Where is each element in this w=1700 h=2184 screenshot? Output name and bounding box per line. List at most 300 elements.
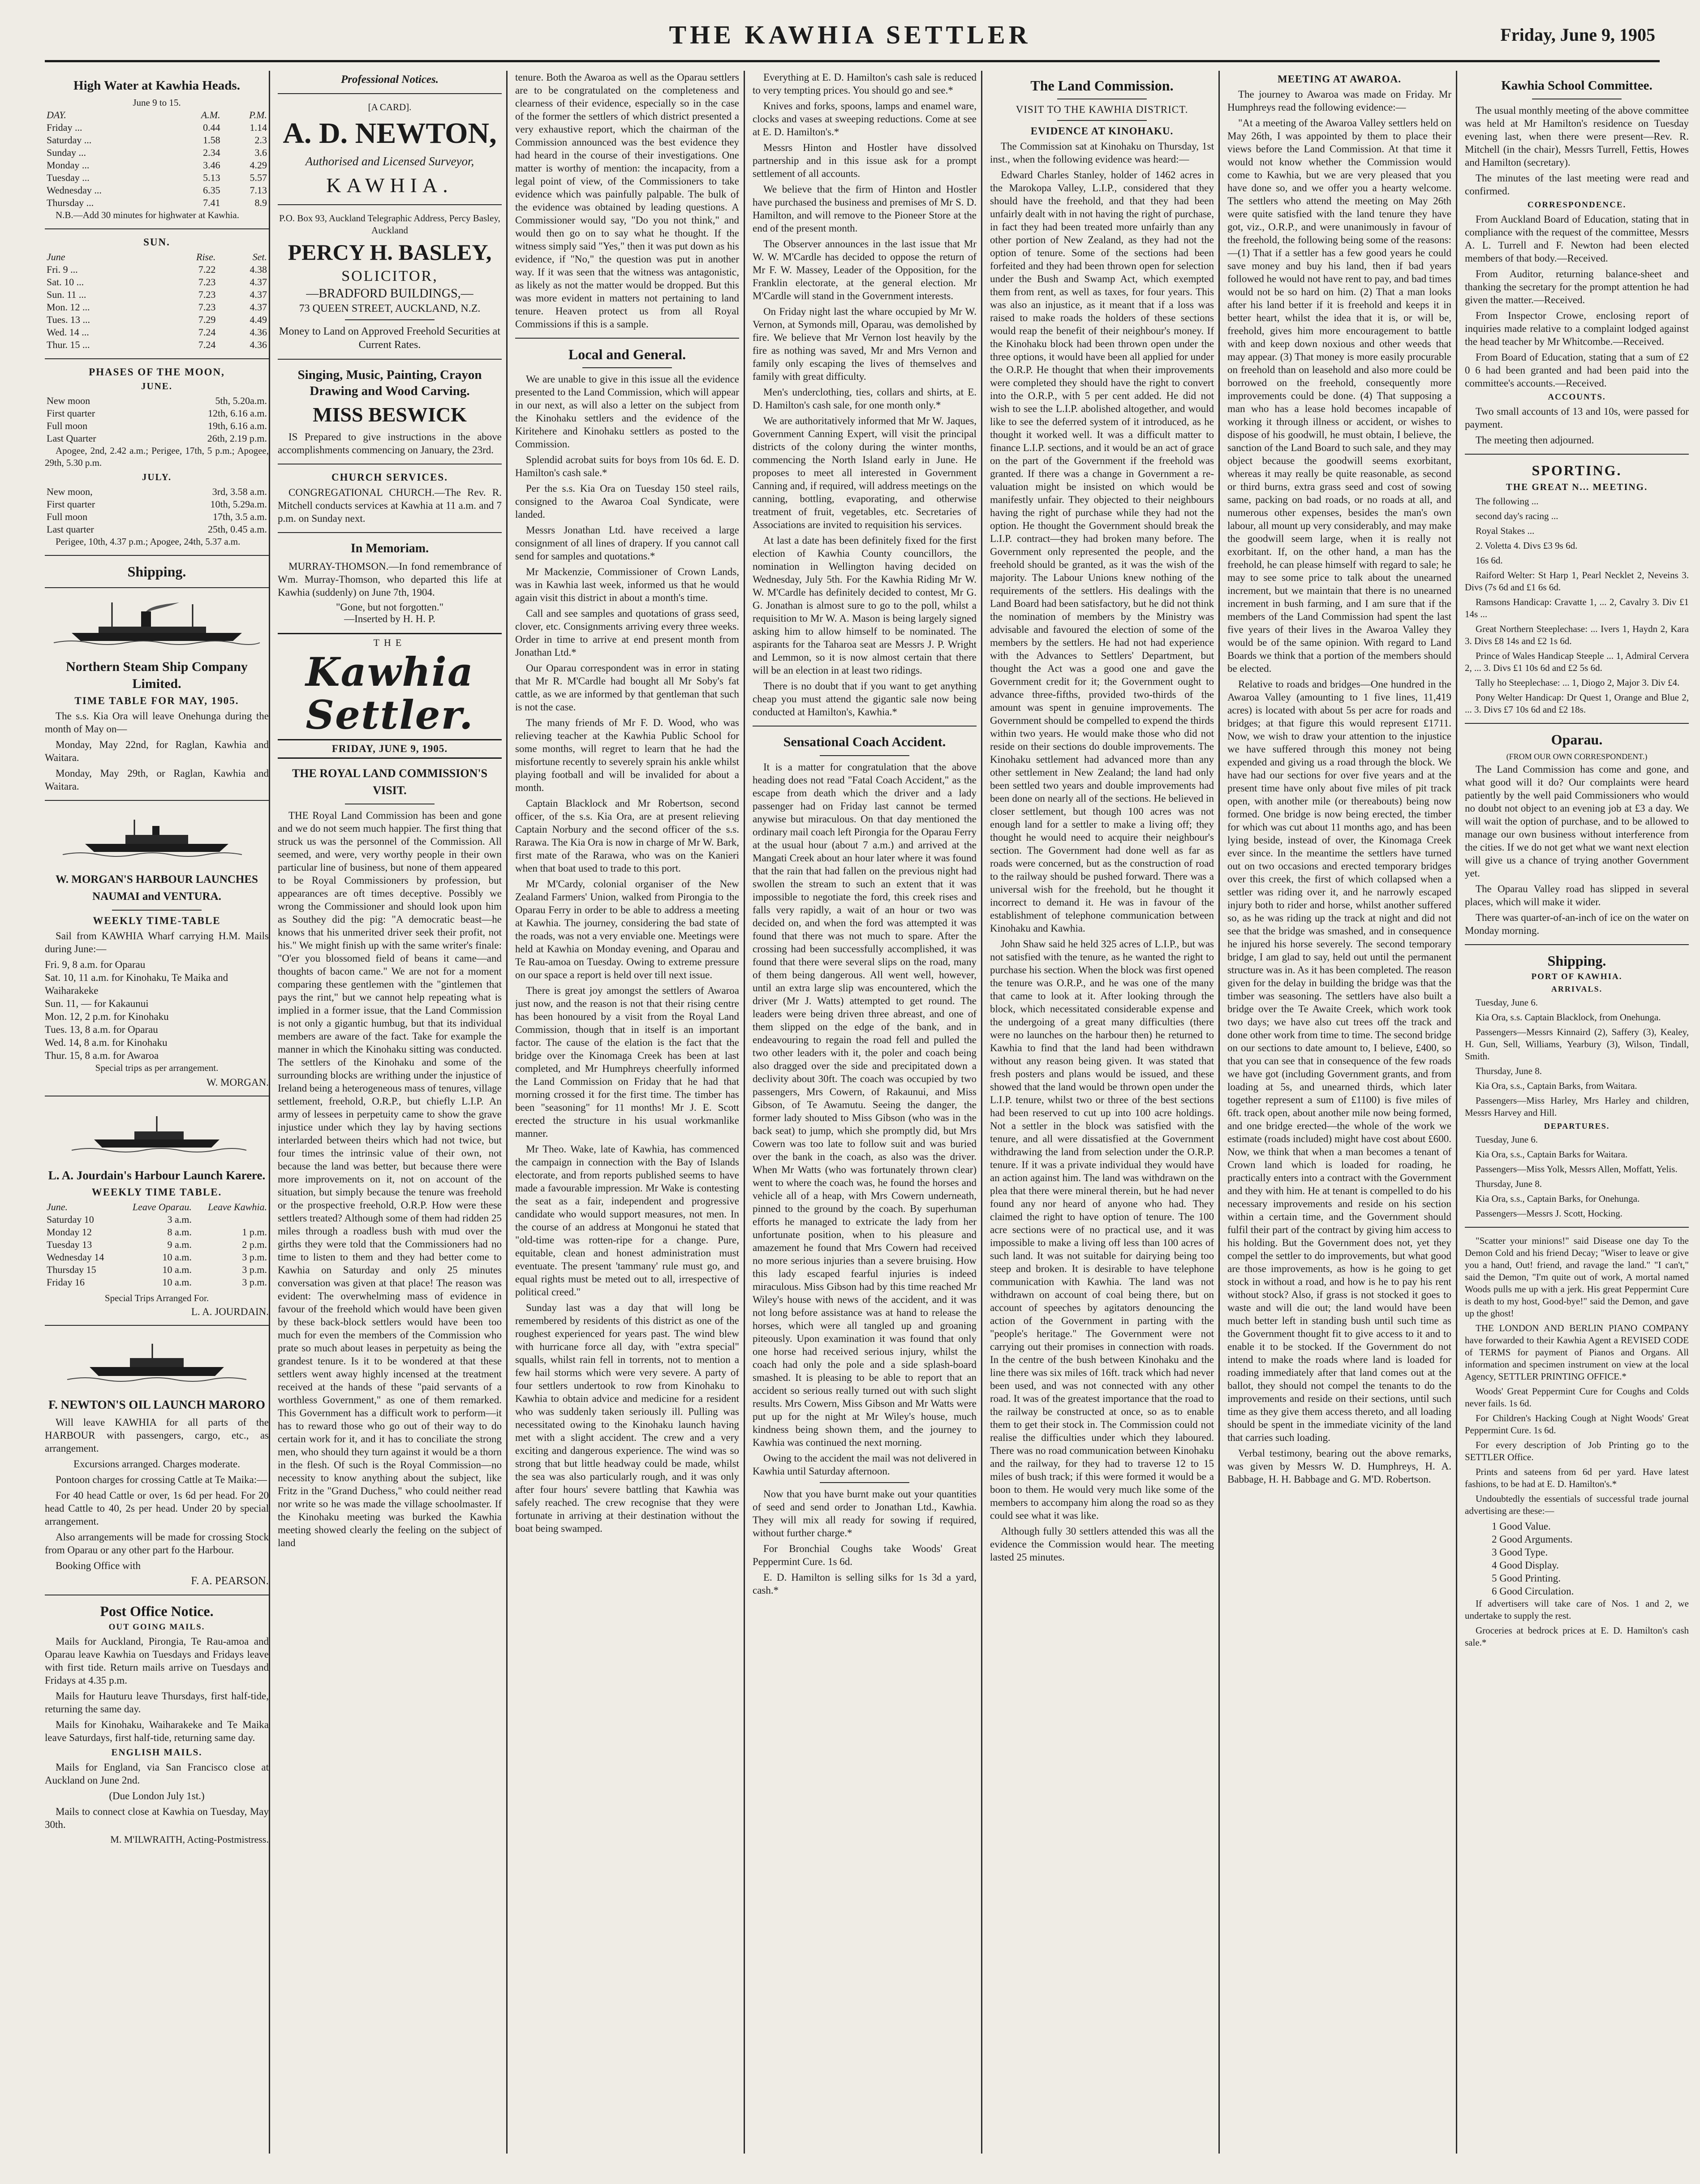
departure-line: Tuesday, June 6. — [1476, 1134, 1538, 1145]
memoriam-heading: In Memoriam. — [350, 542, 429, 555]
paper-title: Kawhia Settler. — [306, 649, 474, 738]
table-row — [45, 276, 269, 288]
card-label: [A CARD]. — [368, 102, 412, 112]
column-rule — [1218, 71, 1220, 2154]
correspondence-heading: CORRESPONDENCE. — [1527, 200, 1627, 210]
jourdain-col-june: June. — [47, 1201, 68, 1212]
sun-day: Tues. 13 ... — [47, 314, 90, 325]
jourdain-col-kawhia: Leave Kawhia. — [208, 1201, 267, 1212]
advertisement: "Scatter your minions!" said Disease one day To the Demon Cold and his friend Decay; "Wiser to leave or give you a hand, Out! friend, and ravage the land." "I can't," said the Demon, "I'm quite out of work, A mortal named Woods pulls me up with a jerk. His great Peppermint Cure is death to my host, Good-bye!" said the Demon, and gave up the ghost! — [1465, 1235, 1689, 1319]
jourdain-day: Tuesday 13 — [47, 1239, 92, 1250]
jourdain-col-oparau: Leave Oparau. — [132, 1201, 192, 1212]
advertisement: Prints and sateens from 6d per yard. Have latest fashions, to be had at E. D. Hamilton's.* — [1465, 1466, 1689, 1489]
professional-notices-heading: Professional Notices. — [340, 73, 439, 86]
table-row — [45, 1251, 269, 1264]
steamship-subtitle: TIME TABLE FOR MAY, 1905. — [74, 695, 239, 706]
list-item: Thur. 15, 8 a.m. for Awaroa — [45, 1050, 159, 1061]
moon-time: 17th, 3.5 a.m. — [213, 511, 267, 522]
steamship-text: Monday, May 22nd, for Raglan, Kawhia and Waitara. — [45, 739, 269, 763]
moon-time: 25th, 0.45 a.m. — [208, 524, 267, 535]
land-commission-text: John Shaw said he held 325 acres of L.I.P., but was not satisfied with the tenure, as he wanted the right to purchase his section. When the block was first opened the tenure was O.R.P., and he was one of the many that came to look at it. After looking through the block, which necessitated considerable expense and the undergoing of a great many difficulties (there were no launches on the harbour then) he returned to Kawhia to find that the land had been withdrawn without any reason being given. It was stated that fresh posters and plans would be issued, and these showed that the land would be thrown open under the L.I.P. tenure, whilst two or three of the best sections had been reserved to cut up into 100 acre holdings. Not a settler in the block was satisfied with the tenure, and all were dissatisfied at the Government withdrawing the land from selection under the O.R.P. tenure. If it was a private individual they would have an action against him. The land was withdrawn on the plea that there were mineral therein, but he had never found any nor heard of anyone who had. They claimed the right to have option of tenure. The 100 acre sections were of no practical use, and it was impossible to make a living off less than 100 acres of such land. It was not suitable for dairying being too steep and broken. It is desirable to have telephone communication with Kawhia. The land was not withdrawn on account of coal being there, but on account of speeches by agitators denouncing the action of the Government in parting with the "people's heritage." The Government were not carrying out their promises in connection with roads. In the centre of the bush between Kinohaku and the line there was six miles of 16ft. track which had never been used, and was not connected with any other road. It was of the greatest importance that the road to the railway be constructed at once, so as to enable them to get their stock in. The Commission could not realise the difficulties under which they laboured. There was no road communication between Kinohaku and the railway, for they had to traverse 12 to 15 miles of bush track; if this were formed it would be a boon to them. He would very much like some of the members to accompany him along the road so as they could see what it was like. — [990, 938, 1214, 1521]
departure-line: Thursday, June 8. — [1476, 1178, 1542, 1189]
tide-pm: 5.57 — [250, 172, 267, 183]
sun-day: Sat. 10 ... — [47, 276, 84, 288]
launch-icon — [45, 811, 269, 860]
post-office-heading: Post Office Notice. — [100, 1603, 214, 1619]
june-note: Apogee, 2nd, 2.42 a.m.; Perigee, 17th, 5 p.m.; Apogee, 29th, 5.30 p.m. — [45, 445, 269, 468]
basley-building: —BRADFORD BUILDINGS,— — [306, 287, 473, 301]
accounts-heading: ACCOUNTS. — [1548, 392, 1606, 402]
advertisement: Groceries at bedrock prices at E. D. Hamilton's cash sale.* — [1465, 1625, 1689, 1648]
moon-time: 3rd, 3.58 a.m. — [212, 486, 267, 497]
list-item: 1 Good Value. — [1492, 1521, 1551, 1532]
basley-money: Money to Land on Approved Freehold Securities at Current Rates. — [279, 326, 500, 351]
sun-set: 4.37 — [250, 301, 267, 313]
advertisement: If advertisers will take care of Nos. 1 and 2, we undertake to supply the rest. — [1465, 1598, 1689, 1621]
newton-launch-title: F. NEWTON'S OIL LAUNCH MARORO — [48, 1398, 265, 1411]
news-item: Messrs Hinton and Hostler have dissolved partnership and in this issue ask for a prompt settlement of all accounts. — [753, 142, 977, 179]
advertisement: For Children's Hacking Cough at Night Woods' Great Peppermint Cure. 1s 6d. — [1465, 1413, 1689, 1436]
table-row — [45, 395, 269, 407]
post-office-subtitle: OUT GOING MAILS. — [108, 1622, 205, 1632]
news-item: At last a date has been definitely fixed for the first election of Kawhia County councillors, the nomination in Wellington having decided on Wednesday, July 5th. For the Kawhia Riding Mr W. W. M'Cardle has definitely decided to contest, Mr G. G. Jonathan is almost sure to go to the poll, whilst a requisition to Mr W. A. Mason is being largely signed asking him to allow himself to be nominated. The aspirants for the Taharoa seat are Messrs J. P. Wright and Lemmon, so it is now almost certain that there will be an election in at least two ridings. — [753, 535, 977, 676]
morgan-title: W. MORGAN'S HARBOUR LAUNCHES NAUMAI and VENTURA. — [56, 873, 258, 903]
sporting-line: second day's racing ... — [1476, 511, 1558, 521]
moon-phase: New moon, — [47, 486, 93, 497]
column-rule — [981, 71, 982, 2154]
awaroa-text: Verbal testimony, bearing out the above remarks, was given by Messrs W. D. Humphreys, H. A. Babbage, H. H. Babbage and G. M'D. Robertson. — [1227, 1448, 1451, 1485]
sporting-line: The following ... — [1476, 496, 1539, 507]
list-item: 3 Good Type. — [1492, 1547, 1548, 1558]
divider — [278, 204, 502, 205]
sun-day: Fri. 9 ... — [47, 264, 78, 275]
tide-pm: 2.3 — [254, 134, 267, 146]
column-1 — [45, 71, 269, 2154]
divider — [1465, 454, 1689, 455]
port-heading: PORT OF KAWHIA. — [1531, 972, 1623, 981]
advertisement: For every description of Job Printing go to the SETTLER Office. — [1465, 1440, 1689, 1462]
tide-am: 2.34 — [203, 147, 220, 158]
sun-day: Sun. 11 ... — [47, 289, 86, 300]
column-rule — [506, 71, 508, 2154]
news-item: Splendid acrobat suits for boys from 10s 6d. E. D. Hamilton's cash sale.* — [515, 454, 739, 478]
moon-heading: PHASES OF THE MOON, — [89, 366, 225, 378]
divider — [278, 532, 502, 533]
divider — [820, 1482, 909, 1483]
tide-col-pm: P.M. — [249, 109, 267, 120]
moon-phase: Last Quarter — [47, 433, 96, 444]
coach-accident-heading: Sensational Coach Accident. — [783, 735, 946, 749]
steamship-title: Northern Steam Ship Company Limited. — [66, 659, 248, 691]
singing-heading: Singing, Music, Painting, Crayon Drawing and Wood Carving. — [297, 368, 482, 398]
arrival-line: Tuesday, June 6. — [1476, 997, 1538, 1008]
news-item: Per the s.s. Kia Ora on Tuesday 150 steel rails, consigned to the Awaroa Coal Syndicate, were landed. — [515, 483, 739, 520]
post-office-text: Mails for Hauturu leave Thursdays, first half-tide, returning the same day. — [45, 1690, 269, 1715]
jourdain-table — [45, 1201, 269, 1289]
basley-name: PERCY H. BASLEY, — [288, 240, 492, 265]
moon-time: 5th, 5.20a.m. — [215, 395, 267, 406]
jourdain-oparau: 10 a.m. — [162, 1277, 192, 1288]
moon-phase: First quarter — [47, 408, 95, 419]
tide-day: Sunday ... — [47, 147, 86, 158]
list-item: Fri. 9, 8 a.m. for Oparau — [45, 959, 146, 970]
english-mails-heading: ENGLISH MAILS. — [111, 1747, 202, 1758]
list-item: 6 Good Circulation. — [1492, 1586, 1574, 1597]
masthead — [0, 0, 1700, 63]
jourdain-day: Wednesday 14 — [47, 1251, 104, 1263]
divider — [753, 726, 977, 727]
divider — [820, 755, 909, 756]
news-item: Mr M'Cardy, colonial organiser of the New Zealand Farmers' Union, walked from Pirongia to the Oparau Ferry in order to be able to address a meeting at Kawhia. The journey, considering the bad state of the roads, was not a very enviable one. Meetings were held at Kawhia on Monday evening, and Oparau and Te Rau-amoa on Tuesday. Owing to extreme pressure on our space a report is held over till next issue. — [515, 878, 739, 980]
oparau-text: There was quarter-of-an-inch of ice on the water on Monday morning. — [1465, 912, 1689, 936]
newton-name: A. D. NEWTON, — [283, 117, 497, 150]
beswick-text: IS Prepared to give instructions in the above accomplishments commencing on January, the 23rd. — [278, 431, 502, 456]
tide-day: Saturday ... — [47, 134, 92, 146]
divider — [278, 93, 502, 94]
masthead-date: Friday, June 9, 1905 — [1500, 25, 1655, 45]
jourdain-day: Monday 12 — [47, 1226, 92, 1238]
royal-commission-heading: THE ROYAL LAND COMMISSION'S VISIT. — [292, 767, 488, 797]
jourdain-kawhia: 3 p.m. — [242, 1277, 267, 1288]
jourdain-kawhia — [194, 1213, 269, 1226]
paper-date: FRIDAY, JUNE 9, 1905. — [331, 743, 448, 754]
coach-accident-text: It is a matter for congratulation that the above heading does not read "Fatal Coach Accident," as the escape from death which the driver and a lady passenger had on Friday last cannot be termed anywise but miraculous. On that day mentioned the ordinary mail coach left Pirongia for the Oparau Ferry at the usual hour (about 7 a.m.) and arrived at the Mangati Creek about an hour later where it was found that the rain that had fallen on the previous night had swollen the stream to such an extent that it was impossible to negotiate the ford, this creek rises and falls very rapidly, a wait of an hour or two was decided on, and when the ford was attempted it was found that there was not much to spare. After the crossing had been successfully accomplished, it was found that there were several slips on the road, many of them being dangerous. All went well, however, until an extra large slip was encountered, which the driver (Mr J. Watts) attempted to get round. The leaders were being driven three abreast, and one of them slipped on the edge of the bank, and in endeavouring to regain the road fell and pulled the two other leaders with it, the poler and coach being also dragged over the side and precipitated down a declivity about 30ft. The coach was occupied by two passengers, Mrs Cowern, of Rakaunui, and Miss Gibson, of Te Awamutu. Seeing the danger, the former lady shouted to Miss Gibson (who was in the back seat) to jump, which she promptly did, but Mrs Cowern was too late to follow suit and was buried over the bank in the coach, as also was the driver. When Mr Watts (who was fortunately thrown clear) went to where the coach was, he found the horses and vehicle all of a heap, with Mrs Cowern underneath, pinned to the ground by the coach. By superhuman efforts he managed to extricate the lady from her unfortunate position, when to his pleasure and amazement he found that Mrs Cowern had received no more serious injuries than a severe bruising. How this lady escaped fearful injuries is indeed miraculous. Miss Gibson had by this time reached Mr Wiley's house with news of the accident, and it was not long before assistance was at hand to release the horses, which were all tangled up and groaning piteously. Upon examination it was found that only one horse had received serious injury, whilst the coach had only the pole and a side splash-board smashed. It is pleasing to be able to report that an accident so serious really turned out with such slight results. Mrs Cowern, Miss Gibson and Mr Watts were put up for the night at Mr Wiley's house, much kindness being shown them, and the journey to Kawhia was continued the next morning. — [753, 761, 977, 1448]
post-office-text: Mails for Auckland, Pirongia, Te Rau-amoa and Oparau leave Kawhia on Tuesdays and Fridays leave with first tide. Return mails arrive on Tuesdays and Fridays at 4.35 p.m. — [45, 1636, 269, 1686]
memoriam-quote: "Gone, but not forgotten." — [336, 602, 444, 613]
article-text: tenure. Both the Awaroa as well as the Oparau settlers are to be congratulated on the completeness and clearness of their evidence, especially so in the case of the former the settlers of which district presented a very exhaustive report, which the chairman of the Commission announced was the best evidence they had heard in the course of their investigations. One matter is worthy of mention: the incapacity, from a legal point of view, of the Commissioners to take evidence which was painfully palpable. The bulk of the evidence was obtained by leading questions. A Commissioner would say, "Do you not think," and would then go on to say what he thought. If the witness simply said "Yes," then it was put down as his evidence, if "No," the question was put in another way. If it was seen that the witness was antagonistic, as likely as not the matter would be dropped. But this was more evident in matters not pertaining to land tenure. Heaven protect us from all Royal Commissions if this is a sample. — [515, 72, 739, 330]
newton-launch-text: For 40 head Cattle or over, 1s 6d per head. For 20 head Cattle to 40, 2s per head. Under 20 by special arrangement. — [45, 1490, 269, 1527]
awaroa-text: The journey to Awaroa was made on Friday. Mr Humphreys read the following evidence:— — [1227, 89, 1451, 113]
arrival-line: Thursday, June 8. — [1476, 1066, 1542, 1076]
list-item: Sat. 10, 11 a.m. for Kinohaku, Te Maika and Waiharakeke — [45, 972, 228, 996]
awaroa-text: "At a meeting of the Awaroa Valley settlers held on May 26th, I was appointed by them to place their views before the Land Commission. At that time it would not know whether the Commission would come to Kawhia, but we are very pleased that you have done so, and we offer you a hearty welcome. The settlers who attend the meeting on May 26th were quite satisfied with the land tenure they have got, viz., O.R.P., and were unanimously in favour of the freehold, the following being some of the reasons:—(1) That if a settler has a few good years he could save money and buy his land, then if bad years followed he would not have rent to pay, and bad times would not be so hard on him. (2) That a man looks after his land better if it is freehold and keeps it in better heart, whilst the idea that it is, or will be, freehold, gives him more encouragement to battle with and keep down noxious and other weeds that may appear. (3) That money is more easily procurable on freehold than on leasehold and also more could be borrowed on the freehold, consequently more improvements could be done. (4) That supposing a man who has a lease hold becomes incapable of working it through illness or accident, or wishes to dispose of his goodwill, he must obtain, I believe, the sanction of the Land Board to such sale, and they may object because the goodwill seems exorbitant, whereas it may really be quite reasonable, as second or third burns, extra grass seed and cost of sowing same, packing on bad roads, or no roads at all, and numerous other expenses, besides the man's own labour, all mount up very considerably, and may make the goodwill seem large, when it is really not exorbitant. If, on the other hand, a man has the freehold, he can please himself with regard to sale; he may to see some price to talk about the unearned increment, but we maintain that there is no unearned increment in bush farming, and I am sure that if the members of the Land Commission had spent the last five years of their lives in the Awaroa Valley they would be of the same opinion. With regard to Land Boards we think that a portion of the members should be elected. — [1227, 117, 1451, 674]
moon-phase: New moon — [47, 395, 90, 406]
newton-town: KAWHIA. — [326, 174, 453, 197]
basley-street: 73 QUEEN STREET, AUCKLAND, N.Z. — [299, 303, 481, 314]
beswick-name: MISS BESWICK — [313, 403, 467, 426]
news-item: We are authoritatively informed that Mr W. Jaques, Government Canning Expert, will visit the principal districts of the colony during the winter months, commencing the North Island early in June. He proposes to meet all interested in Government Canning and, if required, will address meetings on the canning, bottling, evaporating, and otherwise treatment of fruit, vegetables, etc. Secretaries of Associations are invited to requisition his services. — [753, 415, 977, 530]
awaroa-meeting-heading: MEETING AT AWAROA. — [1278, 73, 1401, 85]
column-rule — [744, 71, 745, 2154]
tide-note: N.B.—Add 30 minutes for highwater at Kawhia. — [56, 210, 240, 220]
steamship-icon — [45, 598, 269, 647]
newton-role: Authorised and Licensed Surveyor, — [305, 155, 474, 168]
sun-day: Wed. 14 ... — [47, 327, 89, 338]
moon-time: 10th, 5.29a.m. — [210, 499, 267, 510]
tide-pm: 8.9 — [254, 197, 267, 208]
sun-rise: 7.24 — [198, 339, 216, 350]
departures-heading: DEPARTURES. — [1544, 1122, 1610, 1131]
table-row — [45, 301, 269, 314]
land-commission-subtitle: EVIDENCE AT KINOHAKU. — [1030, 125, 1174, 137]
jourdain-day: Thursday 15 — [47, 1264, 96, 1275]
table-row — [45, 511, 269, 523]
news-item: For Bronchial Coughs take Woods' Great Peppermint Cure. 1s 6d. — [753, 1543, 977, 1567]
jourdain-signature: L. A. JOURDAIN. — [191, 1306, 269, 1317]
table-row — [45, 486, 269, 498]
sporting-subtitle: THE GREAT N... MEETING. — [1506, 482, 1648, 492]
sun-day: Mon. 12 ... — [47, 301, 90, 313]
sun-col-set: Set. — [252, 251, 267, 262]
tide-am: 3.46 — [203, 159, 220, 171]
tide-am: 6.35 — [203, 185, 220, 196]
jourdain-subtitle: WEEKLY TIME TABLE. — [91, 1187, 222, 1198]
list-item: Sun. 11, — for Kakaunui — [45, 998, 149, 1009]
moon-phase: Full moon — [47, 511, 88, 522]
arrival-line: Passengers—Miss Harley, Mrs Harley and children, Messrs Harvey and Hill. — [1465, 1095, 1689, 1118]
table-row — [45, 523, 269, 536]
june-heading: JUNE. — [141, 381, 173, 391]
divider — [1057, 120, 1147, 121]
divider — [345, 319, 435, 320]
church-text: CONGREGATIONAL CHURCH.—The Rev. R. Mitchell conducts services at Kawhia at 11 a.m. and 7 p.m. on Sunday next. — [278, 487, 502, 524]
list-item: 4 Good Display. — [1492, 1560, 1559, 1571]
sun-rise: 7.23 — [198, 301, 216, 313]
tide-day: Tuesday ... — [47, 172, 90, 183]
july-moon-table — [45, 486, 269, 536]
column-5 — [990, 71, 1214, 2154]
sun-set: 4.37 — [250, 289, 267, 300]
divider — [278, 359, 502, 360]
news-item: There is no doubt that if you want to get anything cheap you must attend the gigantic sale now being conducted at Hamilton's, Kawhia.* — [753, 680, 977, 718]
divider — [45, 228, 269, 229]
school-text: The usual monthly meeting of the above committee was held at Mr Hamilton's residence on Tuesday evening last, when there were present—Rev. R. Mitchell (in the chair), Messrs Turrell, Fettis, Howes and Hamilton (secretary). — [1465, 105, 1689, 168]
list-item: Wed. 14, 8 a.m. for Kinohaku — [45, 1037, 168, 1048]
table-row — [45, 326, 269, 339]
news-item: We are unable to give in this issue all the evidence presented to the Land Commission, which will appear in our next, as will also a letter on the subject from the Kinohaku settlers and the evidence of the Kiritehere and Kinohaku settlers as posted to the Commission. — [515, 374, 739, 450]
tide-col-day: DAY. — [47, 109, 66, 120]
basley-address: P.O. Box 93, Auckland Telegraphic Address, Percy Basley, Auckland — [279, 213, 500, 236]
divider — [1465, 723, 1689, 724]
table-row — [45, 288, 269, 301]
sun-day: Thur. 15 ... — [47, 339, 90, 350]
divider — [278, 739, 502, 740]
newton-launch-text: Also arrangements will be made for crossing Stock from Oparau or any other part fo the Harbour. — [45, 1531, 269, 1556]
news-item: The many friends of Mr F. D. Wood, who was relieving teacher at the Kawhia Public School for some months, will regret to learn that he had the misfortune recently to severely sprain his ankle whilst playing football and will be invalided for about a month. — [515, 717, 739, 793]
list-item: 5 Good Printing. — [1492, 1573, 1561, 1584]
tide-day: Monday ... — [47, 159, 90, 171]
jourdain-note: Special Trips Arranged For. — [104, 1293, 209, 1303]
morgan-subtitle: WEEKLY TIME-TABLE — [93, 915, 221, 926]
sporting-line: 16s 6d. — [1476, 555, 1503, 566]
sun-rise: 7.23 — [198, 276, 216, 288]
sporting-line: Tally ho Steeplechase: ... 1, Diogo 2, Major 3. Div £4. — [1476, 677, 1680, 688]
sporting-line: Royal Stakes ... — [1476, 525, 1535, 536]
newton-launch-text: Pontoon charges for crossing Cattle at Te Maika:— — [56, 1474, 267, 1485]
oparau-text: The Oparau Valley road has slipped in several places, which will make it wider. — [1465, 883, 1689, 907]
news-item: Everything at E. D. Hamilton's cash sale is reduced to very tempting prices. You should go and see.* — [753, 72, 977, 96]
table-row — [45, 339, 269, 351]
table-row — [45, 121, 269, 134]
newton-launch-text: Will leave KAWHIA for all parts of the HARBOUR with passengers, cargo, etc., as arrangement. — [45, 1417, 269, 1454]
news-item: There is great joy amongst the settlers of Awaroa just now, and the reason is not that their rising centre has been honoured by a visit from the Royal Land Commission, though that in itself is an important factor. The cause of the elation is the fact that the bridge over the Kinomaga Creek has been at last completed, and Mr Humphreys cheerfully informed the Land Commission on Friday that he had that morning crossed it for the first time. The timber has been "seasoning" for 11 months! Mr J. E. Scott erected the structure in his usual workmanlike manner. — [515, 985, 739, 1139]
royal-commission-text: THE Royal Land Commission has been and gone and we do not seem much happier. The first thing that struck us was the personnel of the Commission. All seemed, and were, very worthy people in their own particular line of business, but none of them appeared to be Royal Commissioners by profession, but appearances are oft times deceptive. Possibly we wrong the Commissioner and should look upon him as Southey did the pig: "A democratic beast—he knows that his unmerited driver seek their profit, not his." We might finish up with the same writer's finale: "O'er you blossomed field of beans it came—and thoughts of bacon came." We are not for a moment comparing these gentlemen with the "gintlemen that pays the rint," but we cannot help repeating what is implied in a former issue, that the Land Commission is not only a gigantic humbug, but that its individual members are aware of the fact. Take for example the manner in which the Kinohaku sitting was conducted. The settlers of the Kinohaku and some of the surrounding blocks are writhing under the injustice of Ireland being a heterogeneous mass of tenures, village settlement, freehold, O.R.P., but chiefly L.I.P. An army of lessees in perpetuity came to show the grave injustice under which they lay by having sections interlarded between theirs which had not twice, but four times the intrinsic value of their own, not because the land was better, but because there were more improvements on it, not on account of the situation, but simply because the tenure was freehold or the prospective freehold, O.R.P. How were these settlers treated? Although some of them had ridden 25 miles through a roadless bush with mud over the girths they were told that the Commissioners had no time to listen to them and they had better come to Kawhia on Saturday and only 25 minutes conversation was given at that place! The reason was evident: The overwhelming mass of evidence in favour of the freehold which would have been given by these back-block settlers would have been too much for even the members of the Commission who prate so much about leases in perpetuity as being the grandest tenure. Is it to be wondered at that these settlers went away highly incensed at the treatment received at the hands of these "paid servants of a worthless Government," as one of them remarked. This Government has a difficult work to perform—it has to reward those who go out of their way to do certain work for it, and it has to conciliate the strong men, who should they turn against it would be a thorn in the flesh. Of such is the Royal Commission—no necessity to know anything about the subject, like Fritz in the "Grand Duchess," who could neither read nor write so he was made the village schoolmaster. If the Kinohaku meeting was burked the Kawhia meeting showed clearly the feeling on the subject of land — [278, 810, 502, 1548]
tide-dates: June 9 to 15. — [133, 97, 181, 108]
tide-table — [45, 109, 269, 209]
column-4 — [753, 71, 977, 2154]
sporting-line: Pony Welter Handicap: Dr Quest 1, Orange and Blue 2, ... 3. Divs £7 10s 6d and £2 18s. — [1465, 692, 1689, 715]
departure-line: Passengers—Messrs J. Scott, Hocking. — [1476, 1208, 1623, 1219]
school-text: The minutes of the last meeting were read and confirmed. — [1465, 172, 1689, 197]
news-item: The Observer announces in the last issue that Mr W. W. M'Cardle has decided to oppose the return of Mr F. W. Massey, Leader of the Opposition, for the Franklin electorate, at the general election. Mr M'Cardle will stand in the Government interests. — [753, 238, 977, 301]
news-item: Our Oparau correspondent was in error in stating that Mr R. M'Cardle had bought all Mr Soby's fat cattle, as we are informed by that gentleman that such is not the case. — [515, 662, 739, 713]
advertisement: Woods' Great Peppermint Cure for Coughs and Colds never fails. 1s 6d. — [1465, 1386, 1689, 1409]
morgan-text: Sail from KAWHIA Wharf carrying H.M. Mails during June:— — [45, 930, 269, 954]
moon-time: 12th, 6.16 a.m. — [208, 408, 267, 419]
morgan-signature: W. MORGAN. — [206, 1077, 269, 1088]
school-text: From Auditor, returning balance-sheet and thanking the secretary for the prompt attention he had given the matter.—Received. — [1465, 268, 1689, 305]
table-row — [45, 1213, 269, 1226]
jourdain-oparau: 10 a.m. — [162, 1264, 192, 1275]
sporting-line: Prince of Wales Handicap Steeple ... 1, Admiral Cervera 2, ... 3. Divs £1 10s 6d and £2 5s 6d. — [1465, 650, 1689, 673]
newton-launch-text: Excursions arranged. Charges moderate. — [73, 1458, 240, 1470]
news-item: We believe that the firm of Hinton and Hostler have purchased the business and premises of Mr S. D. Hamilton, and will remove to the Pioneer Store at the end of the present month. — [753, 184, 977, 234]
land-commission-heading: The Land Commission. — [1030, 77, 1174, 94]
tide-pm: 4.29 — [250, 159, 267, 171]
news-item: Call and see samples and quotations of grass seed, clover, etc. Consignments arriving every three weeks. Order in time to arrive at end present month from Jonathan Ltd.* — [515, 608, 739, 658]
divider — [45, 555, 269, 556]
column-rule — [269, 71, 270, 2154]
news-item: Men's underclothing, ties, collars and shirts, at E. D. Hamilton's cash sale, for one month only.* — [753, 387, 977, 411]
arrival-line: Kia Ora, s.s., Captain Barks, from Waitara. — [1476, 1080, 1637, 1091]
school-committee-heading: Kawhia School Committee. — [1501, 78, 1653, 93]
list-item: Tues. 13, 8 a.m. for Oparau — [45, 1024, 158, 1035]
divider — [1465, 944, 1689, 945]
sun-set: 4.36 — [250, 327, 267, 338]
english-mails-signature: M. M'ILWRAITH, Acting-Postmistress. — [110, 1834, 269, 1845]
divider — [45, 1325, 269, 1326]
masthead-rule — [45, 60, 1660, 62]
sporting-line: Great Northern Steeplechase: ... Ivers 1, Haydn 2, Kara 3. Divs £8 14s and £2 1s 6d. — [1465, 623, 1689, 646]
divider — [278, 757, 502, 759]
table-row — [45, 1276, 269, 1289]
arrival-line: Passengers—Messrs Kinnaird (2), Saffery (3), Kealey, H. Gun, Sell, Williams, Yearbury (3), Wilson, Tindall, Smith. — [1465, 1027, 1689, 1062]
tide-pm: 1.14 — [250, 122, 267, 133]
english-mails-text: Mails to connect close at Kawhia on Tuesday, May 30th. — [45, 1806, 269, 1830]
news-item: E. D. Hamilton is selling silks for 1s 3d a yard, cash.* — [753, 1572, 977, 1596]
news-item: Mr Mackenzie, Commissioner of Crown Lands, was in Kawhia last week, informed us that he would again visit this district in about a month's time. — [515, 566, 739, 603]
jourdain-oparau: 8 a.m. — [167, 1226, 192, 1238]
church-heading: CHURCH SERVICES. — [331, 472, 448, 483]
divider — [112, 910, 202, 911]
july-heading: JULY. — [142, 472, 172, 482]
masthead-title: THE KAWHIA SETTLER — [669, 20, 1031, 49]
news-item: Knives and forks, spoons, lamps and enamel ware, clocks and vases at sweeping reductions. Come at see at E. D. Hamilton's.* — [753, 100, 977, 138]
advertisement: THE LONDON AND BERLIN PIANO COMPANY have forwarded to their Kawhia Agent a REVISED CODE of TERMS for payment of Pianos and Organs. All information and specimen instrument on view at the local Agency, SETTLER PRINTING OFFICE.* — [1465, 1323, 1689, 1382]
divider — [45, 358, 269, 359]
land-commission-text: Edward Charles Stanley, holder of 1462 acres in the Marokopa Valley, L.I.P., considered that they should have the freehold, and that they had been unfairly dealt with in not having the right of purchase, in fact they had been treated more unfairly than any other portion of New Zealand, as they had not the option of tenure. Some of the sections had been forfeited and they had been thrown open for selection under the Bush and Swamp Act, which exempted them from rent, as well as taxes, for four years. This was also an injustice, as it meant that if a loss was raised to make roads the holders of these sections would reap the benefit of their neighbour's money. If the Kinohaku block had been thrown open under the three options, it would have been all applied for under the O.R.P. He thought that when their improvements were completed they should have the right to convert into the O.R.P., with 5 per cent added. He did not wish to see the L.I.P. abolished altogether, and would like to see the deferred system of it introduced, as he thought it worked well. It was a difficult matter to finance L.I.P. sections, and it would be an act of grace on the part of the Government if the freehold was granted. If there was a change in Government a re-valuation might be insisted on which would be manifestly unfair. They objected to their neighbours having the right of purchase while they had not the option. He thought the Government should break the L.I.P. contract—they had broken many before. The Government only represented the people, and the freehold should be granted, as it was the wish of the majority. The Labour Unions knew nothing of the requirements of the settlers. His dealings with the Land Board had been satisfactory, but he did not think the nomination of members by the Ministry was advisable and favoured the election of some of the members by the settlers. He had not had experience with the Advances to Settlers' Department, but thought the Act was a good one and gave the Government credit for it; the Government ought to advance three-fifths, provided two-thirds of the amount was spent in genuine improvements. The Government should be compelled to expend the thirds within two years. He would make those who did not reside on their sections do double improvements. The Kinohaku settlement had advanced more than any other settlement in New Zealand; the land had only been settled two years and double improvements had been done on nearly all of the sections. He believed in closer settlement, but though 100 acres was not enough land for a settler to make a living off; they thought he would need to acquire their neighbour's section. The Government had done well as far as roads were concerned, but as the construction of road to the railway should be pushed forward. There was a universal wish for the freehold, but he thought it incorrect to demand it. He was in favour of the establishment of telephone communication between Kinohaku and Kawhia. — [990, 169, 1214, 934]
steamship-text: The s.s. Kia Ora will leave Onehunga during the month of May on— — [45, 710, 269, 735]
news-item: On Friday night last the whare occupied by Mr W. Vernon, at Symonds mill, Oparau, was demolished by fire. We believe that Mr Vernon lost heavily by the fire as nothing was saved, Mr and Mrs Vernon and family only escaping the lives of themselves and family with great difficulty. — [753, 306, 977, 382]
table-row — [45, 134, 269, 146]
school-text: From Inspector Crowe, enclosing report of inquiries made relative to a complaint lodged against the head teacher by Mr Whitcombe.—Received. — [1465, 310, 1689, 347]
moon-phase: Full moon — [47, 420, 88, 431]
coach-accident-text: Owing to the accident the mail was not delivered in Kawhia until Saturday afternoon. — [753, 1453, 977, 1477]
divider — [515, 338, 739, 339]
advertisement: Undoubtedly the essentials of successful trade journal advertising are these:— — [1465, 1493, 1689, 1516]
arrivals-heading: ARRIVALS. — [1551, 985, 1603, 993]
sun-rise: 7.29 — [198, 314, 216, 325]
sporting-heading: SPORTING. — [1532, 462, 1622, 478]
tide-pm: 7.13 — [250, 185, 267, 196]
moon-time: 19th, 6.16 a.m. — [208, 420, 267, 431]
july-note: Perigee, 10th, 4.37 p.m.; Apogee, 24th, 5.37 a.m. — [56, 536, 241, 547]
english-mails-text: Mails for England, via San Francisco close at Auckland on June 2nd. — [45, 1762, 269, 1786]
jourdain-oparau: 10 a.m. — [162, 1251, 192, 1263]
divider — [1465, 1227, 1689, 1228]
shipping-heading: Shipping. — [127, 563, 186, 580]
land-commission-text: The Commission sat at Kinohaku on Thursday, 1st inst., when the following evidence was heard:— — [990, 141, 1214, 165]
list-item: 2 Good Arguments. — [1492, 1534, 1573, 1545]
list-item: Mon. 12, 2 p.m. for Kinohaku — [45, 1011, 169, 1022]
paper-title-the: THE — [373, 637, 406, 648]
table-row — [45, 1238, 269, 1251]
sun-set: 4.49 — [250, 314, 267, 325]
jourdain-kawhia: 1 p.m. — [242, 1226, 267, 1238]
column-2 — [278, 71, 502, 2154]
sun-rise: 7.22 — [198, 264, 216, 275]
sporting-line: 2. Voletta 4. Divs £3 9s 6d. — [1476, 540, 1578, 551]
school-text: The meeting then adjourned. — [1476, 434, 1594, 446]
steamship-text: Monday, May 29th, or Raglan, Kawhia and Waitara. — [45, 768, 269, 792]
divider — [278, 633, 502, 634]
oparau-subtitle: (FROM OUR OWN CORRESPONDENT.) — [1506, 752, 1648, 761]
oil-launch-icon — [45, 1336, 269, 1385]
jourdain-title: L. A. Jourdain's Harbour Launch Karere. — [48, 1169, 266, 1182]
sun-rise: 7.24 — [198, 327, 216, 338]
land-commission-text: Although fully 30 settlers attended this was all the evidence the Commission would hear. The meeting lasted 25 minutes. — [990, 1526, 1214, 1563]
table-row — [45, 420, 269, 432]
sporting-line: Ramsons Handicap: Cravatte 1, ... 2, Cavalry 3. Div £1 14s ... — [1465, 597, 1689, 619]
school-text: From Auckland Board of Education, stating that in compliance with the request of the committee, Messrs A. L. Turrell and F. Newton had been elected members of that body.—Received. — [1465, 214, 1689, 264]
tide-am: 0.44 — [203, 122, 220, 133]
awaroa-text: Relative to roads and bridges—One hundred in the Awaroa Valley (amounting to 1 five lines, 11,419 acres) is located with about 5s per acre for roads and bridges; at that figure this would represent £1711. Now, we wish to draw your attention to the injustice we have suffered through this money not being expended and giving us a road through the block. We have had our sections for over five years and at the present time have only about five miles of pit track open, with another mile (or thereabouts) being now formed. One bridge is now being erected, the timber for which was cut about 11 months ago, and has been lying beside, instead of over, the Kinomaga Creek ever since. In the meantime the settlers have turned out on two occasions and erected temporary bridges over this creek, the first of which collapsed when a settler was riding over it, and he narrowly escaped injury both to rider and horse, whilst another suffered so, as he was riding up the track at night and did not see that the bridge was smashed, and in consequence he injured his horse severely. The second temporary bridge, I am glad to say, held out until the permanent structure was in. As it has been completed. The reason given for the delay in building the bridge was that the timber was seasoning. The settlers have also built a bridge over the Te Awaite Creek, which work took two days; we have also cut trees off the track and done other work from time to time. The second bridge on our sections to date amount to, I believe, £400, so that you can see that in consequence of the few roads we have got (including Government grants, and from loading at 5s, and unearned thirds, which later together represent a sum of £1100) is five miles of 6ft. track open, about another mile now being formed, and one bridge erected—the whole of the work we estimate (roads included) might have cost about £600. Now, we think that when a man becomes a tenant of Crown land which is loaded for roading, he practically enters into a contract with the Government and they with him. He at tenant is compelled to do his necessary improvements and reside on his section within a certain time, and the Government should fulfil their part of the contract by giving him access to his holding. But the Government does not, yet they compel the settler to do improvements, but what good are those improvements, as how is he going to get stock in without a road, and how is he to pay his rent without stock? Also, if grass is not stocked it goes to waste and will die out; the land would have been much better left in standing bush until such time as the Government thought fit to give access to it and to enable it to be stocked. If the Government do not intend to make the roads where land is loaded for roading immediately after that land comes out at the ballot, they should not compel the tenants to do the improvements and reside on their sections, until such time as they give them access thereto, and all loading should be spent in the immediate vicinity of the land that carries such loading. — [1227, 679, 1451, 1443]
tide-day: Wednesday ... — [47, 185, 102, 196]
memoriam-text: MURRAY-THOMSON.—In fond remembrance of Wm. Murray-Thomson, who departed this life at Kawhia (suddenly) on June 7th, 1904. — [278, 561, 502, 598]
oparau-text: The Land Commission has come and gone, and what good will it do? Our complaints were heard patiently by the well paid Commissioners who would no doubt not object to an evening job at £3 a day. We will wait the option of purchase, and to be allowed to manage our own business without interference from the cities. If we do not get what we want next election will give us a chance of trying another Government yet. — [1465, 764, 1689, 879]
news-item: Sunday last was a day that will long be remembered by residents of this district as one of the roughest experienced for years past. The wind blew with hurricane force all day, with "extra special" squalls, whilst rain fell in torrents, not to mention a few hail storms which were very severe. A party of four settlers undertook to row from Kinohaku to Kawhia to obtain advice and medicine for a resident who was suddenly taken seriously ill. Pulling was necessitated owing to the Kinohaku launch having met with a slight accident. The crew and a very exciting and dangerous experience. The wind was so strong that but little headway could be made, whilst the sea was also particularly rough, and it was only after four hours' severe battling that Kawhia was safely reached. The crew recognise that they were fortunate in arriving at their destination without the boat being swamped. — [515, 1302, 739, 1534]
jourdain-day: Saturday 10 — [47, 1214, 94, 1225]
moon-phase: Last quarter — [47, 524, 94, 535]
shipping-heading: Shipping. — [1547, 953, 1606, 969]
jourdain-kawhia: 3 p.m. — [242, 1251, 267, 1263]
table-row — [45, 172, 269, 184]
table-row — [45, 1264, 269, 1276]
morgan-note: Special trips as per arrangement. — [95, 1062, 219, 1073]
news-item: Captain Blacklock and Mr Robertson, second officer, of the s.s. Kia Ora, are at present relieving Captain Norbury and the second officer of the s.s. Rarawa. The Kia Ora is now in charge of Mr W. Bark, first mate of the Rarawa, who was on the Kanieri when that boat used to trade to this port. — [515, 798, 739, 874]
sun-table — [45, 251, 269, 351]
launch-icon — [45, 1106, 269, 1156]
english-mails-text: (Due London July 1st.) — [109, 1790, 205, 1801]
sun-set: 4.38 — [250, 264, 267, 275]
june-moon-table — [45, 395, 269, 445]
post-office-text: Mails for Kinohaku, Waiharakeke and Te Maika leave Saturdays, first half-tide, returning same day. — [45, 1719, 269, 1743]
departure-line: Kia Ora, s.s., Captain Barks, for Onehunga. — [1476, 1193, 1640, 1204]
newton-launch-text: Booking Office with — [56, 1560, 141, 1571]
oparau-heading: Oparau. — [1551, 731, 1603, 748]
tide-day: Thursday ... — [47, 197, 94, 208]
table-row — [45, 159, 269, 172]
tide-am: 5.13 — [203, 172, 220, 183]
departure-line: Passengers—Miss Yolk, Messrs Allen, Moffatt, Yelis. — [1476, 1164, 1678, 1174]
table-row — [45, 146, 269, 159]
sun-heading: SUN. — [143, 236, 170, 248]
table-row — [45, 498, 269, 511]
sun-set: 4.37 — [250, 276, 267, 288]
arrival-line: Kia Ora, s.s. Captain Blacklock, from Onehunga. — [1476, 1012, 1661, 1023]
tide-am: 7.41 — [203, 197, 220, 208]
jourdain-kawhia: 3 p.m. — [242, 1264, 267, 1275]
